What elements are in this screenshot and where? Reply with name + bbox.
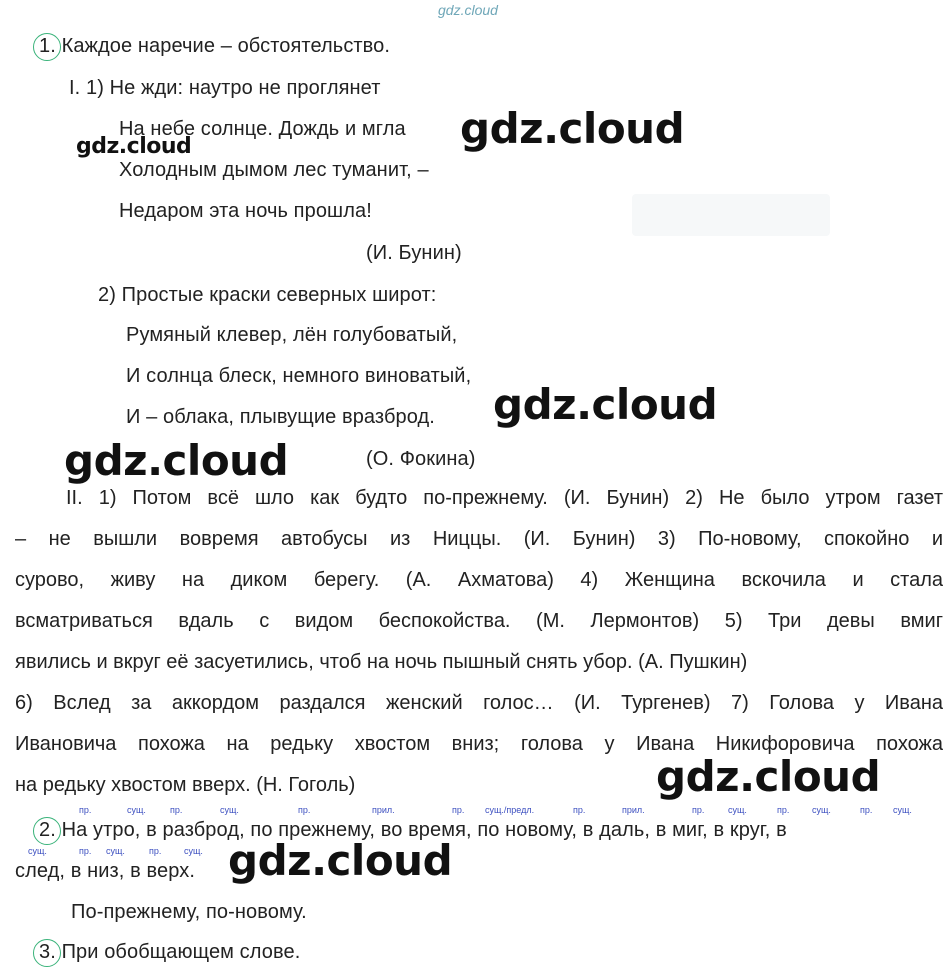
gloss-2-5: сущ.: [184, 846, 203, 856]
task1-heading: Каждое наречие – обстоятельство.: [61, 35, 391, 57]
poem1-line-3: Недаром эта ночь прошла!: [119, 200, 372, 222]
task2-number-circle: [33, 817, 61, 845]
poem1-line-2: Холодным дымом лес туманит, –: [119, 159, 429, 181]
part2-line-3: сурово, живу на диком берегу. (А. Ахматова) 4) Женщина вскочила и стала: [15, 569, 943, 591]
part2-line-5: явились и вкруг её засуетились, чтоб на ночь пышный снять убор. (А. Пушкин): [15, 651, 748, 673]
gloss-1-14: сущ.: [812, 805, 831, 815]
task2-line-3: По-прежнему, по-новому.: [71, 901, 307, 923]
task3-number: [36, 940, 56, 964]
poem2-author: (О. Фокина): [366, 448, 476, 470]
gloss-1-7: пр.: [452, 805, 465, 815]
gloss-1-13: пр.: [777, 805, 790, 815]
poem2-line-3: И – облака, плывущие вразброд.: [126, 406, 435, 428]
task2-number-text: 2.: [39, 819, 56, 841]
gloss-1-8: сущ./предл.: [485, 805, 535, 815]
part2-line-2: – не вышли вовремя автобусы из Ниццы. (И. Бунин) 3) По-новому, спокойно и: [15, 528, 943, 550]
watermark-2: gdz.cloud: [76, 134, 192, 159]
task2-line-1: На утро, в разброд, по прежнему, во время, по новому, в даль, в миг, в круг, в: [61, 819, 787, 841]
gloss-2-4: пр.: [149, 846, 162, 856]
part1-label: I. 1) Не жди: наутро не проглянет: [69, 77, 381, 99]
poem2-line-1: Румяный клевер, лён голубоватый,: [126, 324, 458, 346]
part2-line-8: на редьку хвостом вверх. (Н. Гоголь): [15, 774, 356, 796]
gloss-1-12: сущ.: [728, 805, 747, 815]
watermark-1: gdz.cloud: [460, 104, 685, 153]
faint-artifact: [632, 194, 830, 236]
watermark-3: gdz.cloud: [493, 380, 718, 429]
part2-line-4: всматриваться вдаль с видом беспокойства. (М. Лермонтов) 5) Три девы вмиг: [15, 610, 943, 632]
task3-text: При обобщающем слове.: [61, 941, 301, 963]
task3-row: [36, 940, 300, 964]
task3-number-text: 3.: [39, 941, 56, 963]
task3-number-circle: [33, 939, 61, 967]
watermark-top: gdz.cloud: [438, 2, 498, 18]
watermark-4: gdz.cloud: [64, 436, 289, 485]
task1-heading-row: [36, 34, 390, 58]
gloss-1-2: сущ.: [127, 805, 146, 815]
poem2-line-2: И солнца блеск, немного виноватый,: [126, 365, 472, 387]
gloss-1-4: сущ.: [220, 805, 239, 815]
gloss-1-1: пр.: [79, 805, 92, 815]
task2-line-2: след, в низ, в верх.: [15, 860, 195, 882]
task1-number: [36, 34, 56, 58]
poem1-line-1: На небе солнце. Дождь и мгла: [119, 118, 406, 140]
poem2-intro: 2) Простые краски северных широт:: [98, 284, 437, 306]
poem1-author: (И. Бунин): [366, 242, 462, 264]
gloss-1-11: пр.: [692, 805, 705, 815]
task1-number-circle: [33, 33, 61, 61]
task2-number: [36, 818, 56, 842]
watermark-6: gdz.cloud: [228, 836, 453, 885]
gloss-1-6: прил.: [372, 805, 395, 815]
part2-line-6: 6) Вслед за аккордом раздался женский голос… (И. Тургенев) 7) Голова у Ивана: [15, 692, 943, 714]
gloss-2-2: пр.: [79, 846, 92, 856]
task1-number-text: 1.: [39, 35, 56, 57]
gloss-1-10: прил.: [622, 805, 645, 815]
gloss-2-3: сущ.: [106, 846, 125, 856]
part2-line-1: II. 1) Потом всё шло как будто по-прежнему. (И. Бунин) 2) Не было утром газет: [66, 487, 943, 509]
gloss-1-3: пр.: [170, 805, 183, 815]
gloss-1-5: пр.: [298, 805, 311, 815]
gloss-1-9: пр.: [573, 805, 586, 815]
gloss-1-16: сущ.: [893, 805, 912, 815]
gloss-1-15: пр.: [860, 805, 873, 815]
gloss-2-1: сущ.: [28, 846, 47, 856]
watermark-5: gdz.cloud: [656, 752, 881, 801]
part2-line-7: Ивановича похожа на редьку хвостом вниз; голова у Ивана Никифоровича похожа: [15, 733, 943, 755]
